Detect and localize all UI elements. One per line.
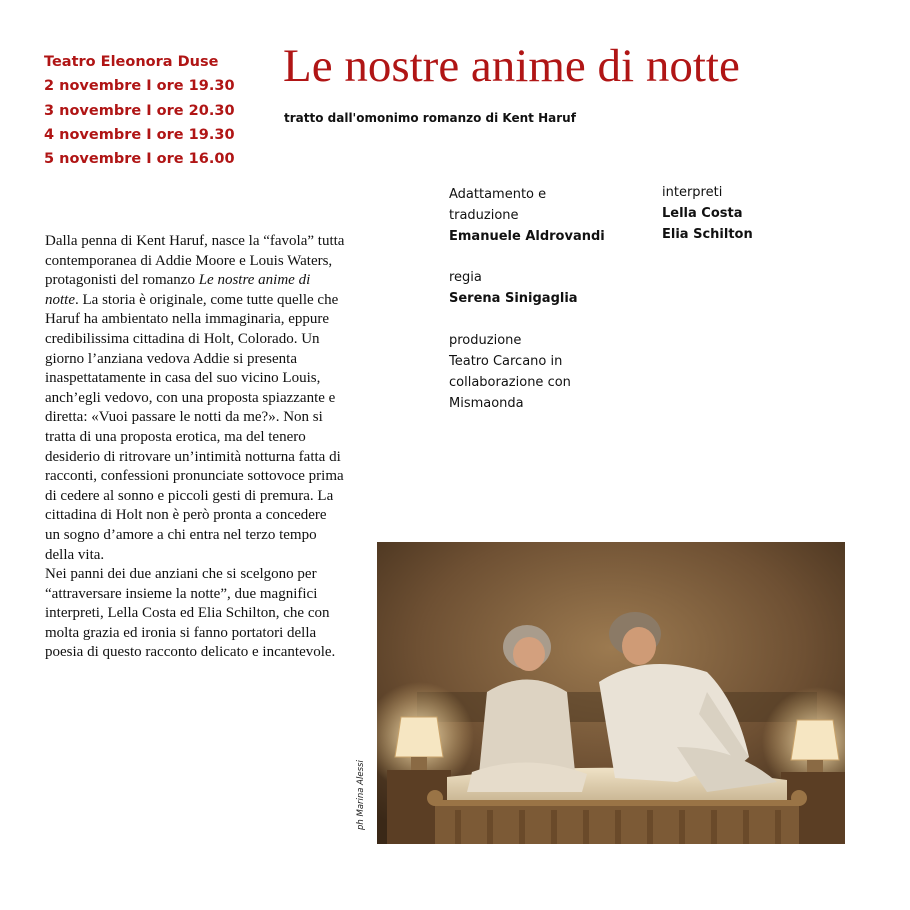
credit-line: collaborazione con bbox=[449, 375, 571, 390]
credit-adaptation bbox=[449, 184, 605, 247]
cast-name: Lella Costa bbox=[662, 206, 743, 221]
venue-name: Teatro Eleonora Duse bbox=[44, 54, 219, 70]
credit-line: Mismaonda bbox=[449, 396, 524, 411]
credit-label: Adattamento e bbox=[449, 187, 547, 202]
date-line: 4 novembre I ore 19.30 bbox=[44, 126, 235, 143]
synopsis-paragraph bbox=[45, 232, 345, 565]
credit-label: regia bbox=[449, 270, 482, 285]
synopsis-paragraph: Nei panni dei due anziani che si scelgono per “attraversare insieme la notte”, due magnifici interpreti, Lella Costa ed Elia Schilton, che con molta grazia ed ironia si fanno portatori della poesia di questo racconto delicato e incantevole. bbox=[45, 566, 336, 661]
credit-direction bbox=[449, 267, 578, 309]
credit-label: interpreti bbox=[662, 185, 723, 200]
novel-title: Le nostre anime di notte bbox=[45, 272, 311, 308]
cast-name: Elia Schilton bbox=[662, 227, 753, 242]
date-line: 3 novembre I ore 20.30 bbox=[44, 102, 235, 119]
credit-cast bbox=[662, 182, 753, 245]
show-subtitle: tratto dall'omonimo romanzo di Kent Haruf bbox=[284, 111, 576, 125]
show-title: Le nostre anime di notte bbox=[283, 40, 740, 92]
credit-label: traduzione bbox=[449, 208, 519, 223]
credit-production bbox=[449, 330, 571, 414]
date-line: 5 novembre I ore 16.00 bbox=[44, 151, 235, 168]
synopsis-text: Dalla penna di Kent Haruf, nasce la “favola” tutta contemporanea di Addie Moore e Louis Waters, protagonisti del romanzo bbox=[45, 233, 345, 289]
photo-credit: ph Marina Alessi bbox=[356, 760, 366, 830]
date-line: 2 novembre I ore 19.30 bbox=[44, 78, 235, 95]
synopsis-text: . La storia è originale, come tutte quelle che Haruf ha ambientato nella immaginaria, eppure credibilissima cittadina di Holt, Colorado. Un giorno l’anziana vedova Addie si presenta inaspettatamente in casa del suo vicino Louis, anch’egli vedovo, con una proposta spiazzante e diretta: «Vuoi passare le notti da me?». Non si tratta di una proposta erotica, ma del tenero desiderio di ritrovare un’intimità notturna fatta di racconti, confessioni pronunciate sottovoce prima di cedere al sonno e piccoli gesti di premura. La cittadina di Holt non è però pronta a concedere un sogno d’amore a chi entra nel terzo tempo della vita. bbox=[45, 291, 344, 563]
credit-name: Serena Sinigaglia bbox=[449, 291, 578, 306]
credit-label: produzione bbox=[449, 333, 522, 348]
credit-name: Emanuele Aldrovandi bbox=[449, 229, 605, 244]
synopsis bbox=[45, 232, 345, 663]
stage-photo bbox=[377, 542, 845, 844]
stage-photo-illustration bbox=[377, 542, 845, 844]
credit-line: Teatro Carcano in bbox=[449, 354, 563, 369]
performance-dates bbox=[44, 50, 274, 171]
